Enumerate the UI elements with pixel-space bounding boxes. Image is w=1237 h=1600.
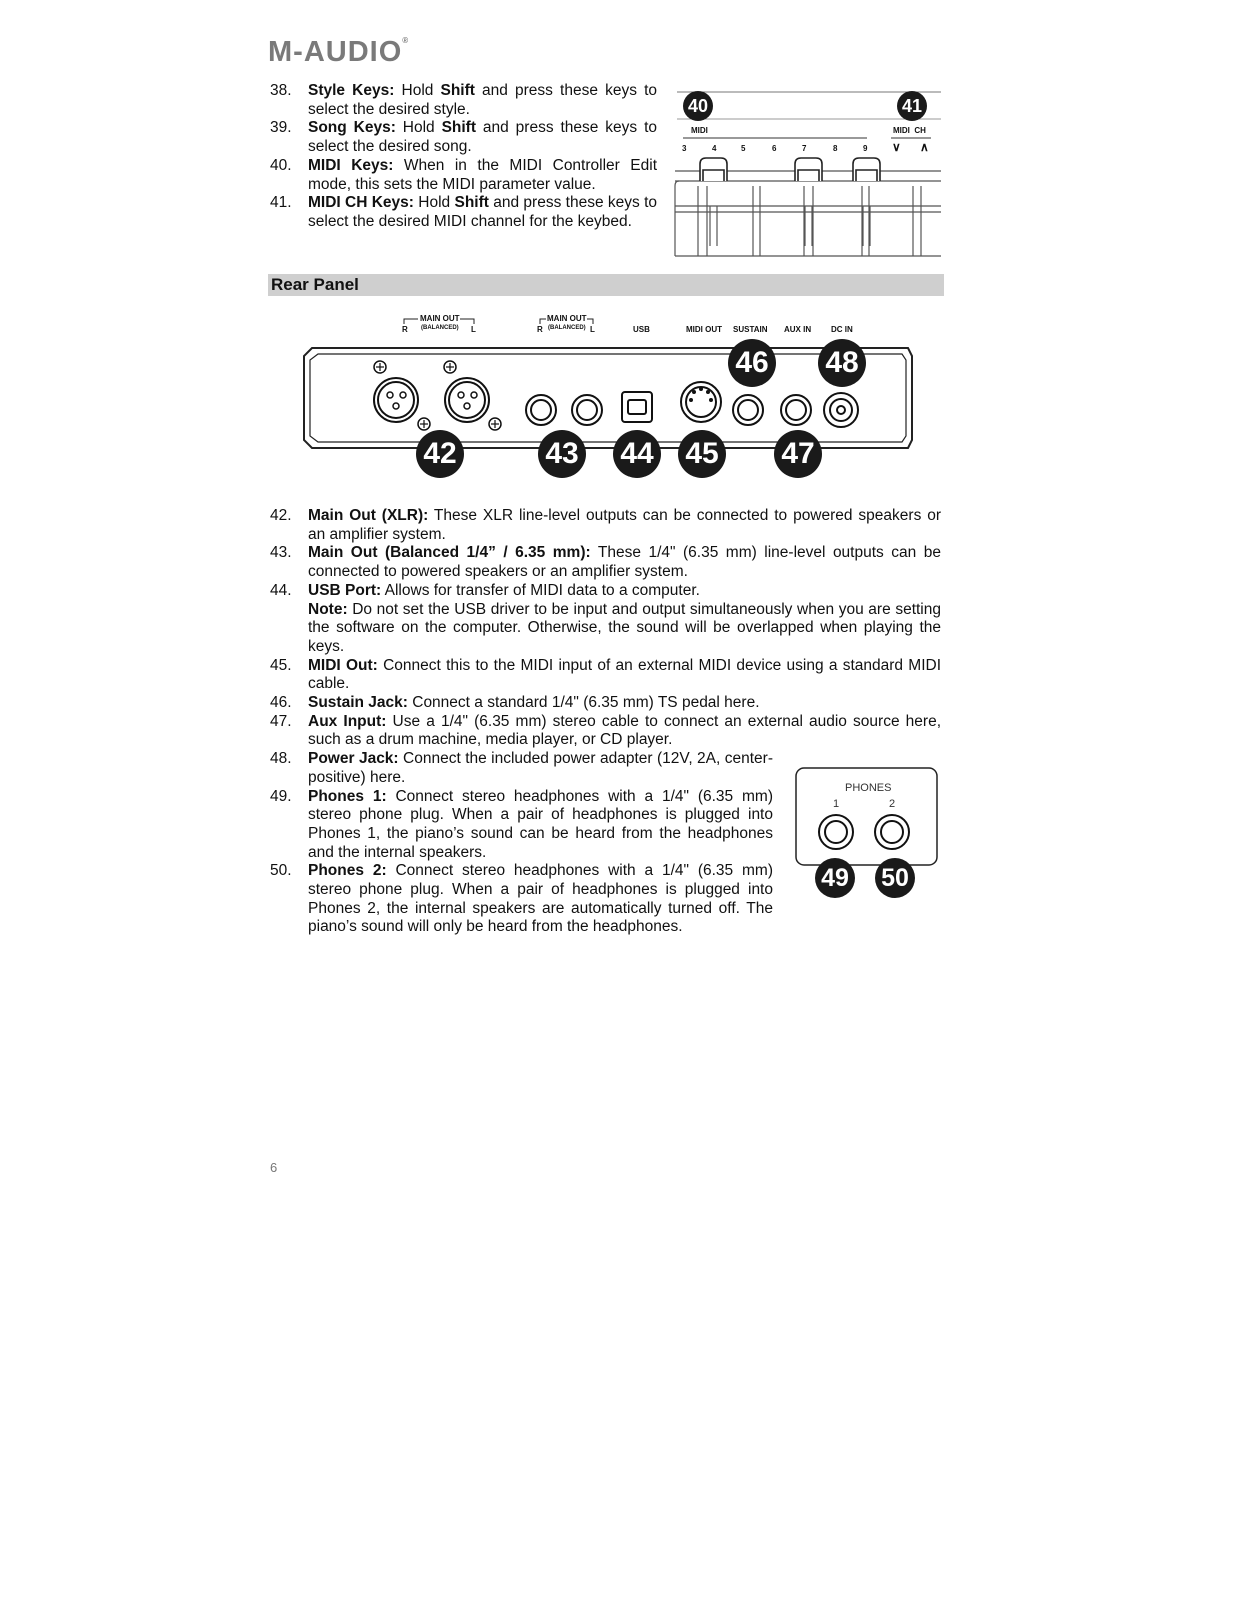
callout-41: 41 bbox=[897, 91, 927, 121]
chevron-down-icon: ∨ bbox=[892, 140, 901, 154]
list-item bbox=[270, 713, 941, 750]
main-out-r-label: R bbox=[402, 325, 408, 334]
item-number: 45. bbox=[270, 656, 292, 674]
item-term: Sustain Jack: bbox=[308, 694, 408, 712]
page-number: 6 bbox=[270, 1160, 278, 1175]
item-number: 38. bbox=[270, 82, 292, 99]
list-item bbox=[270, 119, 657, 156]
item-term: Phones 1: bbox=[308, 787, 387, 805]
list-item bbox=[270, 750, 773, 787]
callout-44: 44 bbox=[613, 430, 661, 478]
phones-jack-1-label: 1 bbox=[833, 798, 840, 810]
callout-42: 42 bbox=[416, 430, 464, 478]
item-text: Do not set the USB driver to be input and output simultaneously when you are setting the software on the computer. Otherwise, the sound will be overlapped when playing the keys. bbox=[308, 600, 941, 655]
key-number: 4 bbox=[712, 144, 717, 153]
item-term: Shift bbox=[440, 82, 475, 99]
item-term: MIDI CH Keys: bbox=[308, 194, 414, 212]
item-number: 46. bbox=[270, 694, 292, 712]
phones-figure bbox=[795, 767, 940, 902]
phones-title: PHONES bbox=[845, 782, 892, 794]
dc-in-label: DC IN bbox=[831, 325, 853, 334]
main-out-label: MAIN OUT bbox=[420, 314, 460, 323]
key-number: 8 bbox=[833, 144, 838, 153]
item-text: Hold bbox=[395, 119, 442, 137]
main-out-l-label: L bbox=[590, 325, 595, 334]
item-text: These 1/4" (6.35 mm) line-level outputs can be connected to powered speakers or an amplifier system. bbox=[308, 544, 941, 581]
main-out-label: MAIN OUT bbox=[547, 314, 587, 323]
list-item bbox=[270, 507, 941, 544]
item-text: and press these keys to select the desired song. bbox=[308, 119, 657, 156]
key-number: 5 bbox=[741, 144, 746, 153]
list-item bbox=[270, 82, 657, 119]
callout-40: 40 bbox=[683, 91, 713, 121]
key-number: 7 bbox=[802, 144, 807, 153]
callout-50: 50 bbox=[875, 858, 915, 898]
item-number: 44. bbox=[270, 581, 292, 599]
callout-48: 48 bbox=[818, 339, 866, 387]
item-term: Main Out (XLR): bbox=[308, 507, 429, 524]
item-number: 41. bbox=[270, 194, 292, 212]
item-number: 47. bbox=[270, 712, 292, 730]
callout-45: 45 bbox=[678, 430, 726, 478]
callout-49: 49 bbox=[815, 858, 855, 898]
item-term: Song Keys: bbox=[308, 119, 396, 137]
callout-46: 46 bbox=[728, 339, 776, 387]
list-item bbox=[270, 788, 773, 863]
item-term: MIDI Out: bbox=[308, 656, 378, 674]
list-item bbox=[270, 582, 941, 657]
item-text: Connect stereo headphones with a 1/4" (6.35 mm) stereo phone plug. When a pair of headphones is plugged into Phones 1, the piano’s sound can be heard from the headphones and the internal speakers. bbox=[308, 787, 773, 861]
item-number: 50. bbox=[270, 862, 292, 880]
item-term: Style Keys: bbox=[308, 82, 395, 99]
main-out-r-label: R bbox=[537, 325, 543, 334]
item-text: These XLR line-level outputs can be connected to powered speakers or an amplifier system. bbox=[308, 507, 942, 543]
chevron-up-icon: ∧ bbox=[920, 140, 929, 154]
item-term: Shift bbox=[454, 194, 489, 212]
sustain-label: SUSTAIN bbox=[733, 325, 768, 334]
aux-in-label: AUX IN bbox=[784, 325, 812, 334]
midi-out-label: MIDI OUT bbox=[686, 325, 722, 334]
usb-label: USB bbox=[633, 325, 650, 334]
rear-panel-figure bbox=[300, 310, 916, 482]
item-text: and press these keys to select the desired MIDI channel for the keybed. bbox=[308, 194, 657, 230]
balanced-label: (BALANCED) bbox=[548, 325, 586, 331]
item-term: Note: bbox=[308, 600, 348, 618]
list-item bbox=[270, 657, 941, 694]
item-term: Aux Input: bbox=[308, 712, 387, 730]
list-item bbox=[270, 544, 941, 581]
item-number: 49. bbox=[270, 787, 292, 805]
callout-43: 43 bbox=[538, 430, 586, 478]
item-term: Shift bbox=[441, 119, 476, 137]
key-description-list bbox=[270, 82, 657, 232]
item-text: Connect stereo headphones with a 1/4" (6.35 mm) stereo phone plug. When a pair of headphones is plugged into Phones 2, the internal speakers are automatically turned off. The piano’s sound will only be heard from the headphones. bbox=[308, 862, 773, 936]
midi-ch-label: MIDI CH bbox=[893, 126, 926, 135]
item-text: Connect the included power adapter (12V, 2A, center-positive) here. bbox=[308, 750, 773, 786]
midi-keys-figure bbox=[673, 86, 943, 258]
balanced-label: (BALANCED) bbox=[421, 325, 459, 331]
list-item bbox=[270, 194, 657, 231]
phones-jack-2-label: 2 bbox=[889, 798, 896, 810]
callout-47: 47 bbox=[774, 430, 822, 478]
item-term: Main Out (Balanced 1/4” / 6.35 mm): bbox=[308, 544, 591, 562]
item-term: Power Jack: bbox=[308, 750, 399, 768]
item-text: Hold bbox=[413, 194, 455, 212]
item-term: USB Port: bbox=[308, 581, 382, 599]
item-text: Use a 1/4" (6.35 mm) stereo cable to connect an external audio source here, such as a drum machine, media player, or CD player. bbox=[308, 712, 941, 749]
key-number: 6 bbox=[772, 144, 777, 153]
list-item bbox=[270, 694, 941, 713]
main-out-l-label: L bbox=[471, 325, 476, 334]
item-number: 42. bbox=[270, 507, 292, 524]
list-item bbox=[270, 157, 657, 194]
item-term: Phones 2: bbox=[308, 862, 387, 880]
item-text: When in the MIDI Controller Edit mode, this sets the MIDI parameter value. bbox=[308, 156, 657, 193]
item-number: 48. bbox=[270, 750, 292, 768]
item-term: MIDI Keys: bbox=[308, 156, 394, 174]
key-number: 3 bbox=[682, 144, 687, 153]
key-number: 9 bbox=[863, 144, 868, 153]
midi-label: MIDI bbox=[691, 126, 708, 135]
item-text: Allows for transfer of MIDI data to a computer. bbox=[381, 581, 700, 599]
list-item bbox=[270, 862, 773, 937]
brand-logo: M-AUDIO® bbox=[268, 36, 410, 68]
rear-panel-drawing bbox=[300, 310, 916, 482]
item-text: Connect a standard 1/4" (6.35 mm) TS pedal here. bbox=[407, 694, 760, 712]
item-number: 40. bbox=[270, 156, 292, 174]
item-number: 39. bbox=[270, 119, 292, 137]
item-text: Hold bbox=[394, 82, 441, 99]
item-text: and press these keys to select the desired style. bbox=[308, 82, 657, 118]
section-title-rear-panel: Rear Panel bbox=[268, 274, 944, 296]
item-number: 43. bbox=[270, 544, 292, 562]
item-text: Connect this to the MIDI input of an external MIDI device using a standard MIDI cable. bbox=[308, 656, 942, 693]
